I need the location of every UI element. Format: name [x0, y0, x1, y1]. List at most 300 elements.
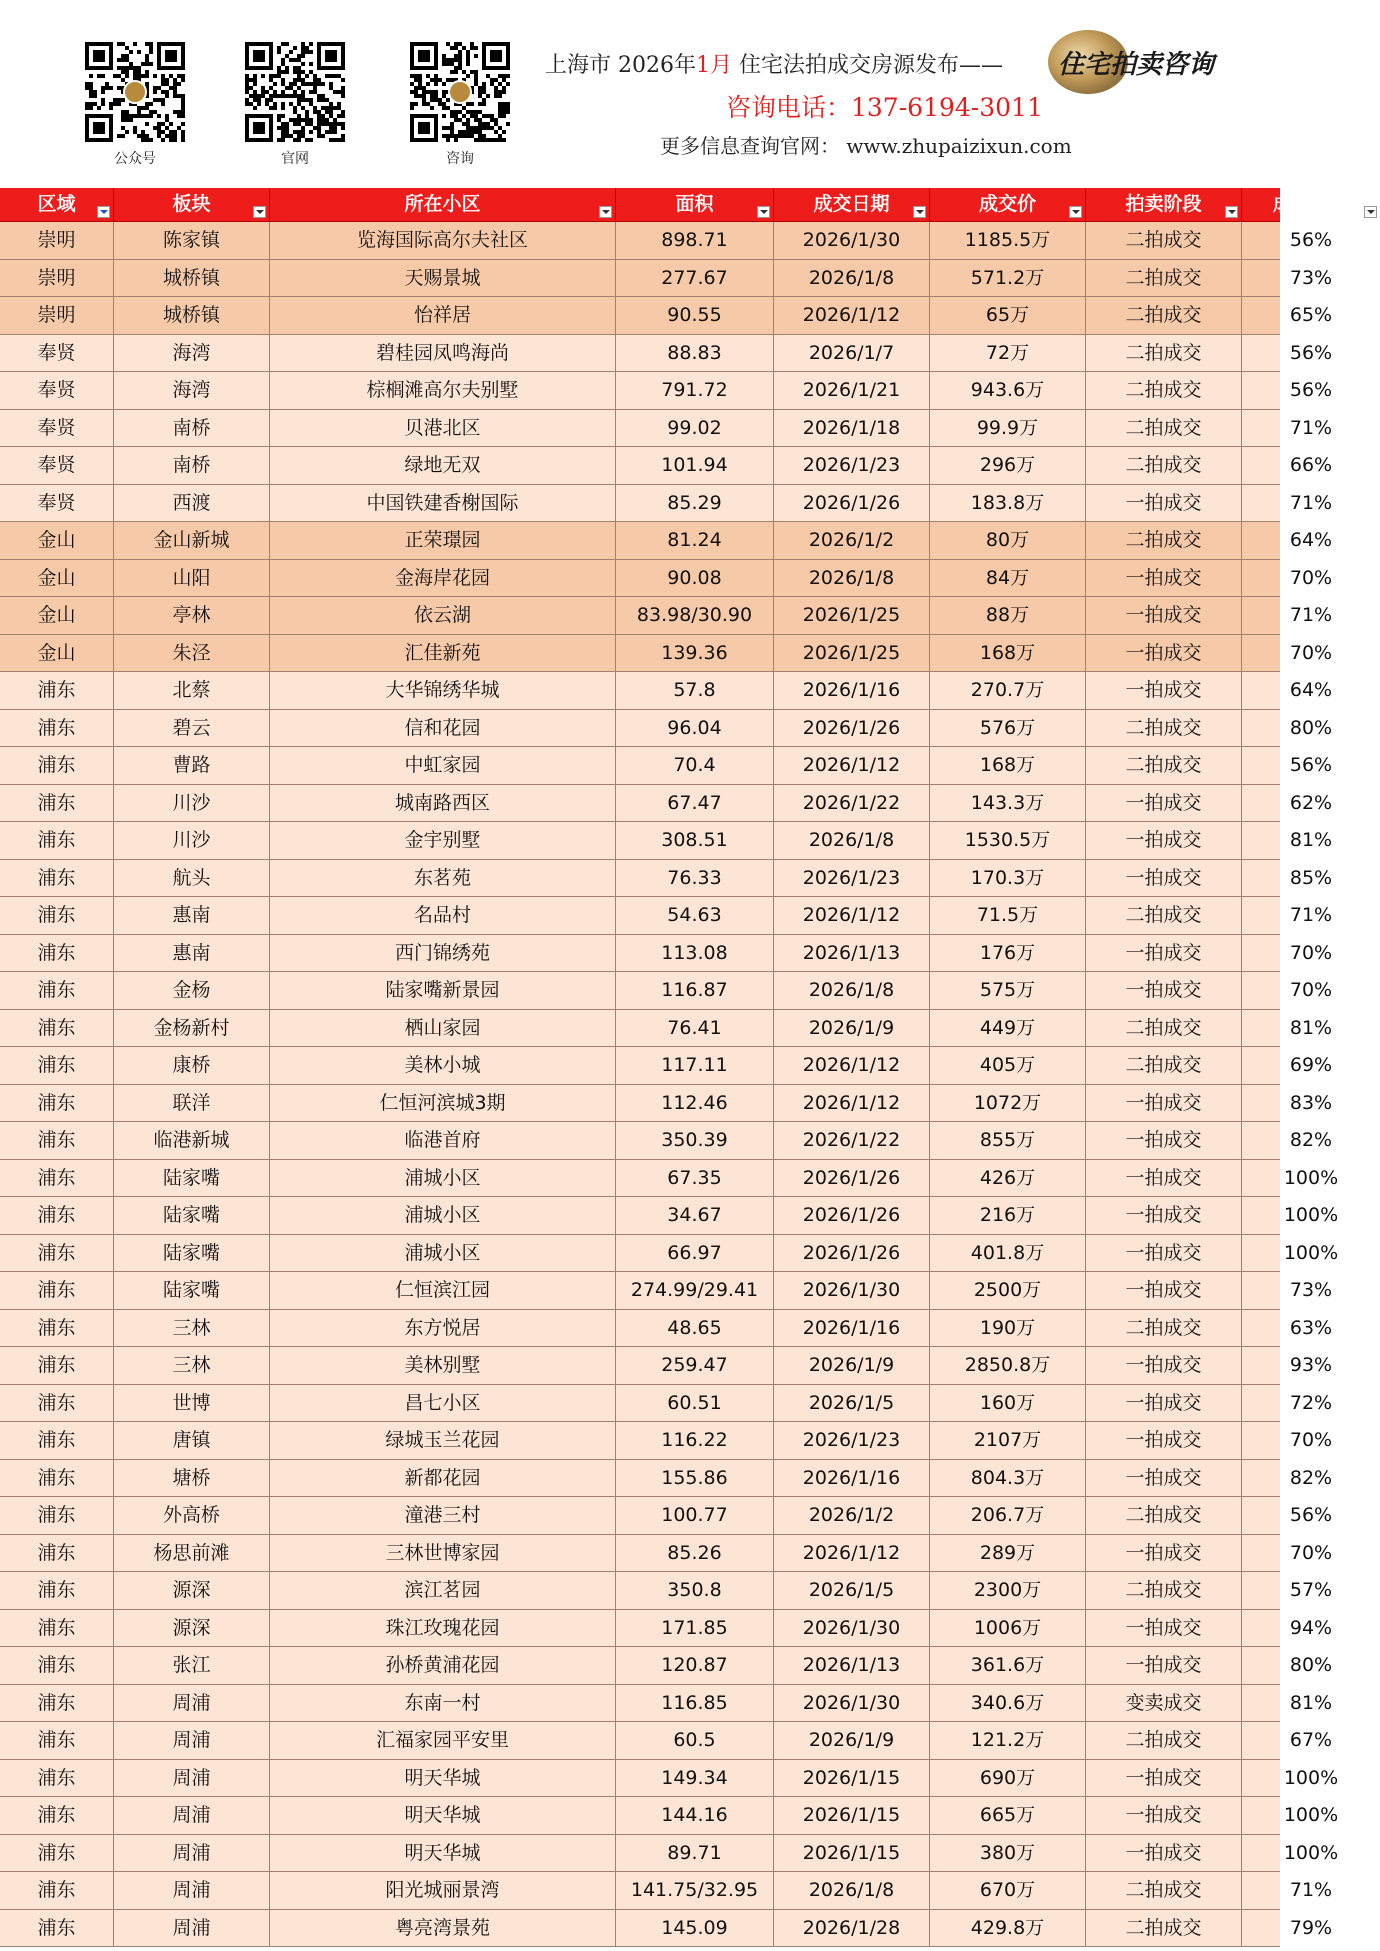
table-cell: 陆家嘴: [114, 1235, 270, 1272]
table-cell: 2026/1/15: [774, 1835, 930, 1872]
website-link[interactable]: 更多信息查询官网： www.zhupaizixun.com: [660, 134, 1072, 158]
table-cell: 奉贤: [0, 485, 114, 522]
table-cell: 2026/1/23: [774, 447, 930, 484]
filter-dropdown-icon[interactable]: [253, 206, 266, 218]
phone-number[interactable]: 咨询电话：137-6194-3011: [726, 93, 1043, 122]
table-row: [0, 822, 1333, 860]
table-row: [0, 485, 1333, 523]
table-cell: 海湾: [114, 372, 270, 409]
table-cell: 116.22: [616, 1422, 774, 1459]
table-cell: 76.33: [616, 860, 774, 897]
table-cell: 联洋: [114, 1085, 270, 1122]
page-title: [545, 48, 1003, 79]
table-cell: 浦东: [0, 1872, 114, 1909]
table-cell: 99.9万: [930, 410, 1086, 447]
table-cell: 一拍成交: [1086, 822, 1242, 859]
table-header-row: [0, 188, 1349, 222]
table-cell: 71%: [1289, 416, 1333, 439]
table-cell: 浦东: [0, 1197, 114, 1234]
table-cell: 60.5: [616, 1722, 774, 1759]
table-cell: 浦东: [0, 1347, 114, 1384]
table-cell: 71.5万: [930, 897, 1086, 934]
table-cell: 2026/1/26: [774, 1197, 930, 1234]
table-cell: 东茗苑: [270, 860, 616, 897]
table-cell: 变卖成交: [1086, 1685, 1242, 1722]
table-cell: 崇明: [0, 222, 114, 259]
table-cell: 浦东: [0, 1610, 114, 1647]
table-row: [0, 1610, 1333, 1648]
column-header: [774, 188, 930, 221]
table-cell: 一拍成交: [1086, 1272, 1242, 1309]
table-cell: 54.63: [616, 897, 774, 934]
table-cell: 2026/1/23: [774, 860, 930, 897]
table-cell: 66%: [1289, 454, 1333, 476]
table-cell: 401.8万: [930, 1235, 1086, 1272]
table-cell: 城桥镇: [114, 297, 270, 334]
table-cell: 碧桂园凤鸣海尚: [270, 335, 616, 372]
table-row: [0, 222, 1333, 260]
table-cell: 80万: [930, 522, 1086, 559]
column-header: [1242, 188, 1380, 221]
table-cell: 三林: [114, 1347, 270, 1384]
table-row: [0, 1910, 1333, 1948]
table-row: [0, 335, 1333, 373]
table-cell: 69%: [1289, 1054, 1333, 1076]
table-cell: 二拍成交: [1086, 897, 1242, 934]
table-cell: 791.72: [616, 372, 774, 409]
table-cell: 80%: [1289, 1654, 1333, 1676]
table-cell: 72万: [930, 335, 1086, 372]
table-cell: 82%: [1289, 1129, 1333, 1151]
table-cell: 浦东: [0, 897, 114, 934]
qr-code-consult[interactable]: [405, 40, 515, 168]
table-cell: 2026/1/15: [774, 1760, 930, 1797]
table-cell: 2026/1/12: [774, 1047, 930, 1084]
table-cell: 183.8万: [930, 485, 1086, 522]
table-cell: 浦东: [0, 1047, 114, 1084]
title-month: 1月: [695, 53, 732, 78]
table-cell: 2850.8万: [930, 1347, 1086, 1384]
table-cell: 浦东: [0, 1385, 114, 1422]
table-cell: 浦城小区: [270, 1235, 616, 1272]
table-cell: 100%: [1283, 1804, 1339, 1826]
table-row: [0, 1497, 1333, 1535]
column-header: [930, 188, 1086, 221]
table-cell: 100%: [1283, 1241, 1339, 1264]
table-cell: 一拍成交: [1086, 672, 1242, 709]
table-cell: 70%: [1289, 566, 1333, 589]
table-cell: 2026/1/8: [774, 560, 930, 597]
table-cell: 中国铁建香榭国际: [270, 485, 616, 522]
table-cell: 惠南: [114, 897, 270, 934]
table-cell: 93%: [1289, 1354, 1333, 1376]
table-cell: 世博: [114, 1385, 270, 1422]
table-cell: 57%: [1289, 1579, 1333, 1601]
table-cell: 二拍成交: [1086, 1872, 1242, 1909]
table-row: [0, 597, 1333, 635]
table-cell: 85.26: [616, 1535, 774, 1572]
table-cell: 仁恒河滨城3期: [270, 1085, 616, 1122]
table-cell: 昌七小区: [270, 1385, 616, 1422]
qr-label: 咨询: [446, 151, 474, 167]
table-row: [0, 710, 1333, 748]
table-cell: 浦东: [0, 1722, 114, 1759]
table-cell: 一拍成交: [1086, 785, 1242, 822]
table-cell: 206.7万: [930, 1497, 1086, 1534]
table-cell: 2026/1/9: [774, 1722, 930, 1759]
table-cell: 67.35: [616, 1160, 774, 1197]
table-cell: 汇佳新苑: [270, 635, 616, 672]
qr-code-icon: [83, 40, 187, 144]
table-cell: 正荣璟园: [270, 522, 616, 559]
table-cell: 潼港三村: [270, 1497, 616, 1534]
table-row: [0, 447, 1333, 485]
table-cell: 277.67: [616, 260, 774, 297]
table-cell: 81%: [1289, 1016, 1333, 1039]
table-row: [0, 1760, 1339, 1798]
table-cell: 二拍成交: [1086, 1910, 1242, 1947]
table-cell: 一拍成交: [1086, 1385, 1242, 1422]
table-cell: 明天华城: [270, 1760, 616, 1797]
table-cell: 周浦: [114, 1910, 270, 1947]
table-cell: 贝港北区: [270, 410, 616, 447]
table-cell: 2026/1/26: [774, 485, 930, 522]
table-cell: 63%: [1289, 1316, 1333, 1339]
column-header-label: 所在小区: [404, 193, 481, 215]
column-header: [1086, 188, 1242, 221]
table-cell: 明天华城: [270, 1835, 616, 1872]
table-row: [0, 1122, 1333, 1160]
table-cell: 2026/1/21: [774, 372, 930, 409]
table-cell: 西渡: [114, 485, 270, 522]
table-cell: 二拍成交: [1086, 260, 1242, 297]
table-cell: 金杨: [114, 972, 270, 1009]
table-cell: 56%: [1289, 229, 1333, 251]
table-cell: 浦东: [0, 1797, 114, 1834]
table-cell: 2500万: [930, 1272, 1086, 1309]
table-row: [0, 560, 1333, 598]
column-header: [0, 188, 114, 221]
table-row: [0, 1572, 1333, 1610]
table-cell: 金杨新村: [114, 1010, 270, 1047]
column-header: [114, 188, 270, 221]
table-row: [0, 1385, 1333, 1423]
table-cell: 2026/1/12: [774, 1085, 930, 1122]
table-cell: 100%: [1283, 1841, 1339, 1864]
table-cell: 名品村: [270, 897, 616, 934]
table-cell: 二拍成交: [1086, 1572, 1242, 1609]
table-cell: 浦东: [0, 1535, 114, 1572]
table-cell: 67%: [1289, 1729, 1333, 1751]
table-cell: 怡祥居: [270, 297, 616, 334]
table-cell: 73%: [1289, 266, 1333, 289]
qr-code-website[interactable]: [240, 40, 350, 168]
table-cell: 296万: [930, 447, 1086, 484]
table-row: [0, 785, 1333, 823]
table-cell: 144.16: [616, 1797, 774, 1834]
auction-table: [0, 188, 1349, 1947]
filter-dropdown-icon[interactable]: [1225, 206, 1238, 218]
table-cell: 南桥: [114, 447, 270, 484]
table-cell: 190万: [930, 1310, 1086, 1347]
table-cell: 亭林: [114, 597, 270, 634]
table-cell: 71%: [1289, 904, 1333, 926]
table-row: [0, 1235, 1339, 1273]
table-cell: 金山: [0, 560, 114, 597]
table-cell: 二拍成交: [1086, 1497, 1242, 1534]
table-cell: 金山新城: [114, 522, 270, 559]
table-cell: 259.47: [616, 1347, 774, 1384]
table-cell: 二拍成交: [1086, 747, 1242, 784]
table-cell: 周浦: [114, 1685, 270, 1722]
filter-dropdown-icon[interactable]: [1069, 206, 1082, 218]
table-cell: 576万: [930, 710, 1086, 747]
table-cell: 一拍成交: [1086, 1122, 1242, 1159]
table-cell: 81%: [1289, 1691, 1333, 1714]
table-cell: 一拍成交: [1086, 1535, 1242, 1572]
table-cell: 临港新城: [114, 1122, 270, 1159]
table-row: [0, 1685, 1333, 1723]
table-cell: 85.29: [616, 485, 774, 522]
table-cell: 信和花园: [270, 710, 616, 747]
table-row: [0, 1535, 1333, 1573]
table-cell: 88.83: [616, 335, 774, 372]
table-cell: 浦东: [0, 1010, 114, 1047]
table-cell: 143.3万: [930, 785, 1086, 822]
table-cell: 2026/1/15: [774, 1797, 930, 1834]
table-row: [0, 1160, 1339, 1198]
table-cell: 361.6万: [930, 1647, 1086, 1684]
brand-name: 住宅拍卖咨询: [1058, 50, 1215, 80]
table-cell: 60.51: [616, 1385, 774, 1422]
table-cell: 83.98/30.90: [616, 597, 774, 634]
filter-dropdown-icon[interactable]: [1364, 206, 1377, 218]
table-cell: 289万: [930, 1535, 1086, 1572]
table-cell: 奉贤: [0, 410, 114, 447]
table-row: [0, 1422, 1333, 1460]
table-cell: 浦东: [0, 1647, 114, 1684]
qr-code-icon: [408, 40, 512, 144]
table-cell: 三林: [114, 1310, 270, 1347]
table-cell: 120.87: [616, 1647, 774, 1684]
table-cell: 浦东: [0, 785, 114, 822]
table-cell: 朱泾: [114, 635, 270, 672]
column-header-label: 板块: [172, 193, 211, 215]
table-row: [0, 1347, 1333, 1385]
table-cell: 栖山家园: [270, 1010, 616, 1047]
table-cell: 一拍成交: [1086, 1422, 1242, 1459]
table-cell: 90.08: [616, 560, 774, 597]
table-row: [0, 410, 1333, 448]
title-prefix: 上海市 2026年: [545, 53, 696, 78]
table-cell: 121.2万: [930, 1722, 1086, 1759]
table-cell: 429.8万: [930, 1910, 1086, 1947]
table-row: [0, 897, 1333, 935]
filter-dropdown-icon[interactable]: [97, 206, 110, 218]
table-cell: 陆家嘴: [114, 1272, 270, 1309]
table-cell: 112.46: [616, 1085, 774, 1122]
table-cell: 唐镇: [114, 1422, 270, 1459]
column-header-label: 成交日期: [813, 193, 890, 215]
table-cell: 二拍成交: [1086, 410, 1242, 447]
table-cell: 一拍成交: [1086, 935, 1242, 972]
filter-dropdown-icon[interactable]: [757, 206, 770, 218]
table-row: [0, 1310, 1333, 1348]
table-cell: 览海国际高尔夫社区: [270, 222, 616, 259]
qr-code-wechat[interactable]: [80, 40, 190, 168]
table-cell: 一拍成交: [1086, 597, 1242, 634]
table-cell: 2026/1/8: [774, 1872, 930, 1909]
table-cell: 571.2万: [930, 260, 1086, 297]
table-cell: 2026/1/26: [774, 1160, 930, 1197]
table-cell: 71%: [1289, 1879, 1333, 1901]
table-cell: 浦东: [0, 1310, 114, 1347]
table-cell: 898.71: [616, 222, 774, 259]
table-cell: 一拍成交: [1086, 1085, 1242, 1122]
table-row: [0, 260, 1333, 298]
table-cell: 48.65: [616, 1310, 774, 1347]
table-cell: 周浦: [114, 1872, 270, 1909]
table-cell: 155.86: [616, 1460, 774, 1497]
table-cell: 陆家嘴: [114, 1197, 270, 1234]
table-cell: 浦东: [0, 1460, 114, 1497]
table-cell: 浦东: [0, 1085, 114, 1122]
table-cell: 100%: [1283, 1766, 1339, 1789]
table-cell: 57.8: [616, 672, 774, 709]
qr-code-icon: [243, 40, 347, 144]
table-cell: 浦东: [0, 710, 114, 747]
table-cell: 一拍成交: [1086, 972, 1242, 1009]
table-cell: 阳光城丽景湾: [270, 1872, 616, 1909]
table-cell: 浦东: [0, 822, 114, 859]
table-cell: 康桥: [114, 1047, 270, 1084]
table-cell: 陆家嘴新景园: [270, 972, 616, 1009]
table-row: [0, 1722, 1333, 1760]
table-cell: 中虹家园: [270, 747, 616, 784]
table-cell: 天赐景城: [270, 260, 616, 297]
qr-label: 公众号: [114, 151, 156, 167]
table-cell: 149.34: [616, 1760, 774, 1797]
table-cell: 城桥镇: [114, 260, 270, 297]
table-cell: 96.04: [616, 710, 774, 747]
table-cell: 426万: [930, 1160, 1086, 1197]
table-cell: 美林小城: [270, 1047, 616, 1084]
table-cell: 二拍成交: [1086, 522, 1242, 559]
table-cell: 陈家镇: [114, 222, 270, 259]
table-cell: 2026/1/30: [774, 1685, 930, 1722]
filter-dropdown-icon[interactable]: [913, 206, 926, 218]
table-cell: 绿城玉兰花园: [270, 1422, 616, 1459]
table-cell: 源深: [114, 1572, 270, 1609]
table-cell: 2026/1/22: [774, 785, 930, 822]
table-cell: 2026/1/12: [774, 1535, 930, 1572]
table-cell: 一拍成交: [1086, 485, 1242, 522]
table-cell: 85%: [1289, 866, 1333, 889]
table-cell: 113.08: [616, 935, 774, 972]
table-cell: 56%: [1289, 379, 1333, 401]
table-cell: 一拍成交: [1086, 1160, 1242, 1197]
table-cell: 碧云: [114, 710, 270, 747]
table-cell: 崇明: [0, 260, 114, 297]
table-cell: 一拍成交: [1086, 860, 1242, 897]
table-cell: 66.97: [616, 1235, 774, 1272]
table-cell: 南桥: [114, 410, 270, 447]
filter-dropdown-icon[interactable]: [599, 206, 612, 218]
table-cell: 粤亮湾景苑: [270, 1910, 616, 1947]
table-cell: 浦东: [0, 1835, 114, 1872]
table-cell: 70%: [1289, 941, 1333, 964]
table-cell: 804.3万: [930, 1460, 1086, 1497]
table-cell: 116.85: [616, 1685, 774, 1722]
table-cell: 270.7万: [930, 672, 1086, 709]
table-cell: 65%: [1289, 304, 1333, 326]
table-cell: 新都花园: [270, 1460, 616, 1497]
table-cell: 二拍成交: [1086, 1722, 1242, 1759]
table-cell: 一拍成交: [1086, 1460, 1242, 1497]
table-cell: 82%: [1289, 1466, 1333, 1489]
table-cell: 2026/1/30: [774, 1610, 930, 1647]
table-cell: 外高桥: [114, 1497, 270, 1534]
table-cell: 1530.5万: [930, 822, 1086, 859]
table-row: [0, 1085, 1333, 1123]
table-cell: 金海岸花园: [270, 560, 616, 597]
table-row: [0, 1797, 1339, 1835]
table-cell: 二拍成交: [1086, 1310, 1242, 1347]
table-cell: 浦东: [0, 1760, 114, 1797]
table-cell: 汇福家园平安里: [270, 1722, 616, 1759]
table-cell: 浦城小区: [270, 1197, 616, 1234]
table-cell: 100.77: [616, 1497, 774, 1534]
table-cell: 2026/1/12: [774, 297, 930, 334]
table-cell: 665万: [930, 1797, 1086, 1834]
table-cell: 浦东: [0, 1685, 114, 1722]
table-cell: 139.36: [616, 635, 774, 672]
table-cell: 2107万: [930, 1422, 1086, 1459]
table-cell: 79%: [1289, 1916, 1333, 1939]
table-cell: 美林别墅: [270, 1347, 616, 1384]
table-cell: 二拍成交: [1086, 1010, 1242, 1047]
table-cell: 棕榈滩高尔夫别墅: [270, 372, 616, 409]
table-cell: 一拍成交: [1086, 1197, 1242, 1234]
table-cell: 浦东: [0, 672, 114, 709]
table-cell: 380万: [930, 1835, 1086, 1872]
title-suffix: 住宅法拍成交房源发布——: [731, 53, 1003, 78]
table-cell: 三林世博家园: [270, 1535, 616, 1572]
table-cell: 2026/1/5: [774, 1385, 930, 1422]
table-cell: 浦东: [0, 935, 114, 972]
table-cell: 72%: [1289, 1391, 1333, 1414]
table-row: [0, 972, 1333, 1010]
table-cell: 2026/1/30: [774, 1272, 930, 1309]
table-cell: 2026/1/8: [774, 822, 930, 859]
table-cell: 一拍成交: [1086, 1235, 1242, 1272]
table-cell: 2026/1/8: [774, 972, 930, 1009]
table-cell: 仁恒滨江园: [270, 1272, 616, 1309]
table-row: [0, 1835, 1339, 1873]
table-cell: 西门锦绣苑: [270, 935, 616, 972]
qr-label: 官网: [281, 151, 309, 167]
table-cell: 陆家嘴: [114, 1160, 270, 1197]
table-cell: 一拍成交: [1086, 1797, 1242, 1834]
table-cell: 405万: [930, 1047, 1086, 1084]
table-cell: 168万: [930, 747, 1086, 784]
page-header: [0, 0, 1280, 188]
table-cell: 周浦: [114, 1835, 270, 1872]
table-cell: 周浦: [114, 1722, 270, 1759]
table-cell: 575万: [930, 972, 1086, 1009]
table-cell: 绿地无双: [270, 447, 616, 484]
column-header: [270, 188, 616, 221]
